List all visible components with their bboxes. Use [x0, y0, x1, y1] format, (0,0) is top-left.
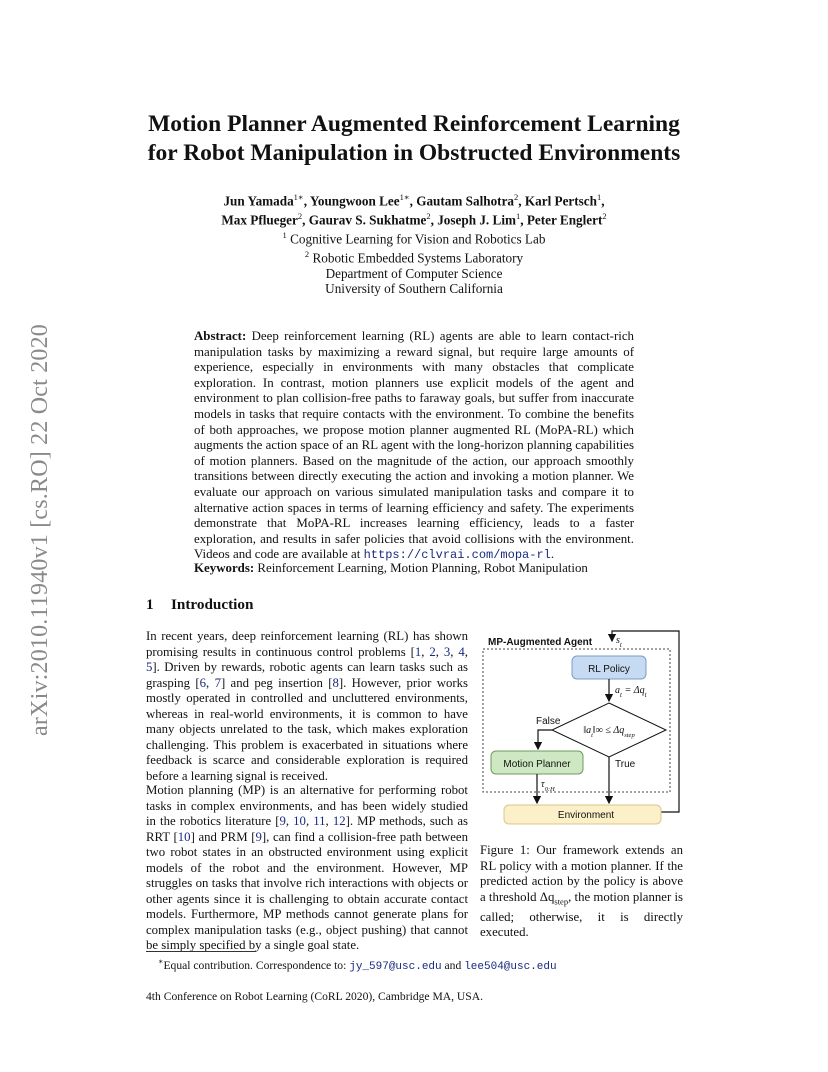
body-text: , [421, 644, 430, 659]
author-separator: , [520, 212, 527, 228]
affiliation-2-text: Robotic Embedded Systems Laboratory [312, 250, 524, 266]
motion-planner-label: Motion Planner [503, 759, 571, 770]
abstract-end: . [550, 547, 555, 562]
arxiv-stamp [22, 290, 58, 770]
author-separator: , [409, 193, 417, 209]
author-line-1 [90, 190, 738, 209]
body-text: ]. However, prior works mostly operated in controlled and uncluttered environments, whereas in real-world environments, it is common to have many objects unrelated to the task, which makes exploration challenging. This problem is exacerbated in situations where feedback is scarce and considerable exploration is required before a learning signal is received. [146, 675, 468, 783]
footnote-text: Equal contribution. Correspondence to: [163, 958, 350, 972]
citation-link[interactable]: 9 [279, 814, 286, 829]
author-affiliation-mark: 2 [514, 192, 519, 202]
footnote-and: and [441, 958, 465, 972]
author-name: Karl Pertsch [524, 193, 597, 209]
author-affiliation-mark: 2 [426, 210, 431, 221]
abstract-label: Abstract: [194, 329, 247, 343]
citation-link[interactable]: 6 [199, 675, 207, 690]
action-label: $a_t = \Delta q_t$ [615, 685, 647, 699]
body-text: , [285, 814, 294, 829]
author-affiliation-mark: 1 [515, 210, 521, 221]
caption-text: Figure 1: Our framework extends an RL policy with a motion planner. If the predicted action by the policy is above a threshold Δq [480, 843, 683, 904]
body-text: , [325, 814, 333, 829]
affiliation-department: Department of Computer Science [325, 265, 503, 281]
arxiv-id: arXiv:2010.11940v1 [cs.RO] 22 Oct 2020 [26, 324, 53, 736]
body-text: ] and peg insertion [ [220, 675, 333, 690]
intro-paragraph-2 [146, 783, 468, 954]
footnote-rule [146, 951, 256, 952]
author-separator: , [518, 193, 525, 209]
affiliation-1-text: Cognitive Learning for Vision and Robotics Lab [290, 231, 546, 247]
abstract [194, 329, 634, 564]
citation-link[interactable]: 10 [177, 829, 191, 844]
author-block [90, 190, 738, 297]
body-text: ] and PRM [ [190, 829, 256, 844]
citation-link[interactable]: 10 [293, 814, 306, 829]
author-line-2 [90, 209, 738, 228]
abstract-text: Deep reinforcement learning (RL) agents are able to learn contact-rich manipulation tasks by maximizing a reward signal, but require large amounts of experience, especially in environments with many obstacles that complicate exploration. In contrast, motion planners use explicit models of the agent and environment to plan collision-free paths to faraway goals, but suffer from inaccurate models in tasks that require contacts with the environment. To combine the benefits of both approaches, we propose motion planner augmented RL (MoPA-RL) which augments the action space of an RL agent with the long-horizon planning capabilities of motion planners. Based on the magnitude of the action, our approach smoothly transitions between directly executing the action and invoking a motion planner. We evaluate our approach on various simulated manipulation tasks and compare it to alternative action spaces in terms of learning efficiency and safety. The experiments demonstrate that MoPA-RL increases learning efficiency, leads to a faster exploration, and results in safer policies that avoid collisions with the environment. Videos and code are available at [194, 329, 634, 562]
agent-label: MP-Augmented Agent [488, 637, 593, 648]
author-separator: , [601, 193, 605, 209]
body-text: , [305, 814, 314, 829]
figure-1-caption [480, 843, 683, 941]
body-text: In recent years, deep reinforcement learning (RL) has shown promising results in continuous control problems [ [146, 629, 468, 659]
section-heading-introduction [146, 596, 253, 614]
author-name: Youngwoon Lee [309, 193, 400, 209]
affiliation-1 [90, 228, 738, 247]
citation-link[interactable]: 12 [332, 814, 346, 829]
citation-link[interactable]: 9 [255, 829, 262, 844]
affiliation-1-mark: 1 [282, 229, 287, 240]
body-text: , [464, 644, 468, 659]
body-text: , [206, 675, 215, 690]
citation-link[interactable]: 7 [214, 675, 221, 690]
author-separator: , [303, 193, 310, 209]
citation-link[interactable]: 3 [443, 644, 451, 659]
affiliation-2 [90, 247, 738, 266]
true-label: True [615, 759, 636, 770]
threshold-condition: $‖a_t‖\infty \le \Delta q_{step}$ [583, 725, 635, 739]
caption-end: , the motion planner is called; otherwise, it is directly executed. [480, 889, 683, 940]
keywords-label: Keywords: [194, 561, 255, 575]
citation-link[interactable]: 1 [414, 644, 422, 659]
affiliation-university: University of Southern California [325, 281, 503, 297]
keywords [194, 561, 634, 577]
environment-label: Environment [557, 810, 615, 821]
body-text: ]. MP methods, such as RRT [ [146, 814, 468, 844]
citation-link[interactable]: 11 [313, 814, 326, 829]
figure-1-diagram [478, 627, 684, 832]
paper-title [90, 110, 738, 168]
project-url-link[interactable]: https://clvrai.com/mopa-rl [363, 548, 551, 563]
email-link-1[interactable]: jy_597@usc.edu [349, 960, 442, 973]
false-branch-arrow [538, 730, 552, 749]
body-text: , [435, 644, 444, 659]
title-line-1: Motion Planner Augmented Reinforcement Learning [148, 111, 680, 137]
intro-paragraph-2-text [146, 783, 468, 954]
intro-paragraph-1-text [146, 629, 468, 784]
caption-subscript: step [554, 896, 569, 907]
author-name: Joseph J. Lim [437, 212, 516, 228]
author-affiliation-mark: 1∗ [293, 192, 304, 202]
affiliation-2-mark: 2 [304, 248, 310, 259]
email-link-2[interactable]: lee504@usc.edu [464, 960, 557, 973]
body-text: Motion planning (MP) is an alternative for performing robot tasks in complex environments, and has been widely studied in the robotics literature [ [146, 783, 468, 829]
author-affiliation-mark: 1∗ [399, 192, 410, 202]
body-text: , [450, 644, 459, 659]
section-number: 1 [146, 596, 154, 613]
author-affiliation-mark: 2 [297, 210, 303, 221]
title-line-2: for Robot Manipulation in Obstructed Environments [147, 140, 681, 166]
author-name: Jun Yamada [223, 193, 294, 209]
rl-policy-label: RL Policy [588, 664, 630, 675]
citation-link[interactable]: 2 [429, 644, 436, 659]
author-affiliation-mark: 1 [597, 192, 602, 202]
conference-note: 4th Conference on Robot Learning (CoRL 2020), Cambridge MA, USA. [146, 990, 484, 1003]
footnote-mark: ∗ [158, 957, 164, 966]
citation-link[interactable]: 5 [146, 660, 153, 675]
author-affiliation-mark: 2 [602, 210, 607, 221]
author-name: Gaurav S. Sukhatme [308, 212, 427, 228]
section-title: Introduction [171, 596, 254, 613]
author-separator: , [302, 212, 309, 228]
intro-paragraph-1 [146, 629, 468, 784]
citation-link[interactable]: 8 [332, 675, 339, 690]
body-text: ]. Driven by rewards, robotic agents can learn tasks such as grasping [ [146, 660, 468, 690]
keywords-text: Reinforcement Learning, Motion Planning, Robot Manipulation [257, 561, 588, 575]
author-name: Gautam Salhotra [416, 193, 515, 209]
false-label: False [536, 716, 561, 727]
state-label: $s_t$ [616, 635, 622, 649]
author-name: Max Pflueger [221, 212, 298, 228]
body-text: ], can find a collision-free path between two robot states in an obstructed environment using explicit models of the robot and the environment. However, MP struggles on tasks that involve rich interactions with objects or other agents since it is challenging to obtain accurate contact models. Furthermore, MP methods cannot generate plans for complex manipulation tasks (e.g., object pushing) that cannot be simply specified by a single goal state. [146, 829, 468, 953]
framework-diagram [478, 627, 684, 832]
footnote [158, 955, 557, 974]
trajectory-label: $\tau_{0:H}$ [541, 779, 555, 793]
author-name: Peter Englert [526, 212, 603, 228]
citation-link[interactable]: 4 [458, 644, 465, 659]
author-separator: , [430, 212, 438, 228]
